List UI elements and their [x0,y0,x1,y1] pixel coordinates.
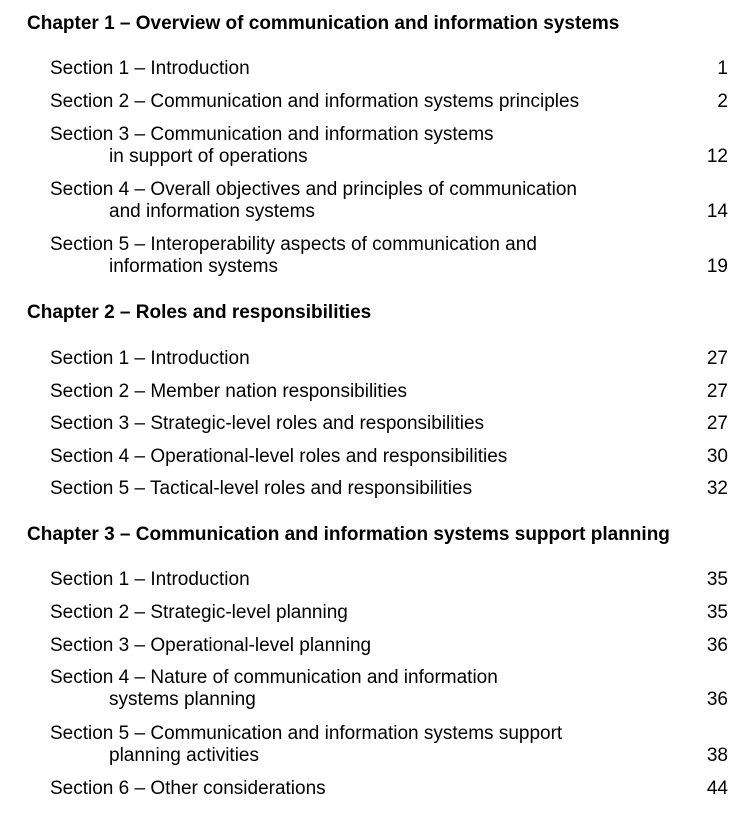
section-title [50,234,728,278]
section-title-line: Section 1 – Introduction [50,58,250,79]
section-title-line: Section 2 – Communication and information systems principles [50,91,580,112]
toc-entry[interactable] [50,91,728,113]
section-title-line: Section 4 – Nature of communication and information [50,667,498,688]
toc-entry[interactable] [50,179,728,223]
toc-entry[interactable] [50,348,728,370]
section-title-line: Section 5 – Communication and information systems support [50,723,563,744]
section-title-line: Section 2 – Strategic-level planning [50,602,348,623]
toc-entry[interactable] [50,602,728,624]
toc-entry[interactable] [50,446,728,468]
page-number: 27 [706,381,728,402]
section-title [50,446,728,468]
section-title [50,348,728,370]
page-number: 2 [717,91,728,112]
section-title [50,58,728,80]
page-number: 32 [706,478,728,499]
section-title [50,381,728,403]
section-title-continuation: systems planning [109,689,256,710]
section-title [50,91,728,113]
toc-entry[interactable] [50,478,728,500]
toc-entry[interactable] [50,124,728,168]
page-number: 35 [706,602,728,623]
toc-entry[interactable] [50,234,728,278]
page-number: 36 [706,689,728,710]
toc-entry[interactable] [50,413,728,435]
page-number: 27 [706,413,728,434]
section-title [50,667,728,711]
chapter-title: Chapter 3 – Communication and information systems support planning [27,524,670,545]
section-title-line: Section 5 – Interoperability aspects of communication and [50,234,537,255]
page-number: 38 [706,745,728,766]
section-title [50,635,728,657]
section-title-line: Section 1 – Introduction [50,348,250,369]
section-title [50,478,728,500]
toc-entry[interactable] [50,58,728,80]
section-title [50,569,728,591]
section-title [50,413,728,435]
section-title [50,723,728,767]
section-title [50,124,728,168]
section-title-line: Section 4 – Operational-level roles and responsibilities [50,446,508,467]
section-title-line: Section 5 – Tactical-level roles and responsibilities [50,478,473,499]
page-number: 12 [706,146,728,167]
section-title-line: Section 1 – Introduction [50,569,250,590]
toc-entry[interactable] [50,569,728,591]
section-title-line: Section 6 – Other considerations [50,778,326,799]
page-number: 30 [706,446,728,467]
section-title-line: Section 3 – Operational-level planning [50,635,372,656]
section-title-line: Section 2 – Member nation responsibilities [50,381,407,402]
page-number: 1 [717,58,728,79]
section-title-line: Section 4 – Overall objectives and principles of communication [50,179,577,200]
section-title-continuation: and information systems [109,201,315,222]
toc-entry[interactable] [50,723,728,767]
page-number: 19 [706,256,728,277]
page-number: 14 [706,201,728,222]
toc-entry[interactable] [50,667,728,711]
section-title-continuation: information systems [109,256,278,277]
page-number: 36 [706,635,728,656]
section-title [50,602,728,624]
page-number: 44 [706,778,728,799]
section-title-continuation: in support of operations [109,146,308,167]
section-title [50,778,728,800]
toc-entry[interactable] [50,635,728,657]
chapter-title: Chapter 1 – Overview of communication and information systems [27,13,620,34]
page-number: 35 [706,569,728,590]
chapter-title: Chapter 2 – Roles and responsibilities [27,302,372,323]
toc-entry[interactable] [50,381,728,403]
section-title-line: Section 3 – Communication and information systems [50,124,494,145]
toc-entry[interactable] [50,778,728,800]
section-title-line: Section 3 – Strategic-level roles and responsibilities [50,413,485,434]
page-number: 27 [706,348,728,369]
section-title [50,179,728,223]
section-title-continuation: planning activities [109,745,259,766]
